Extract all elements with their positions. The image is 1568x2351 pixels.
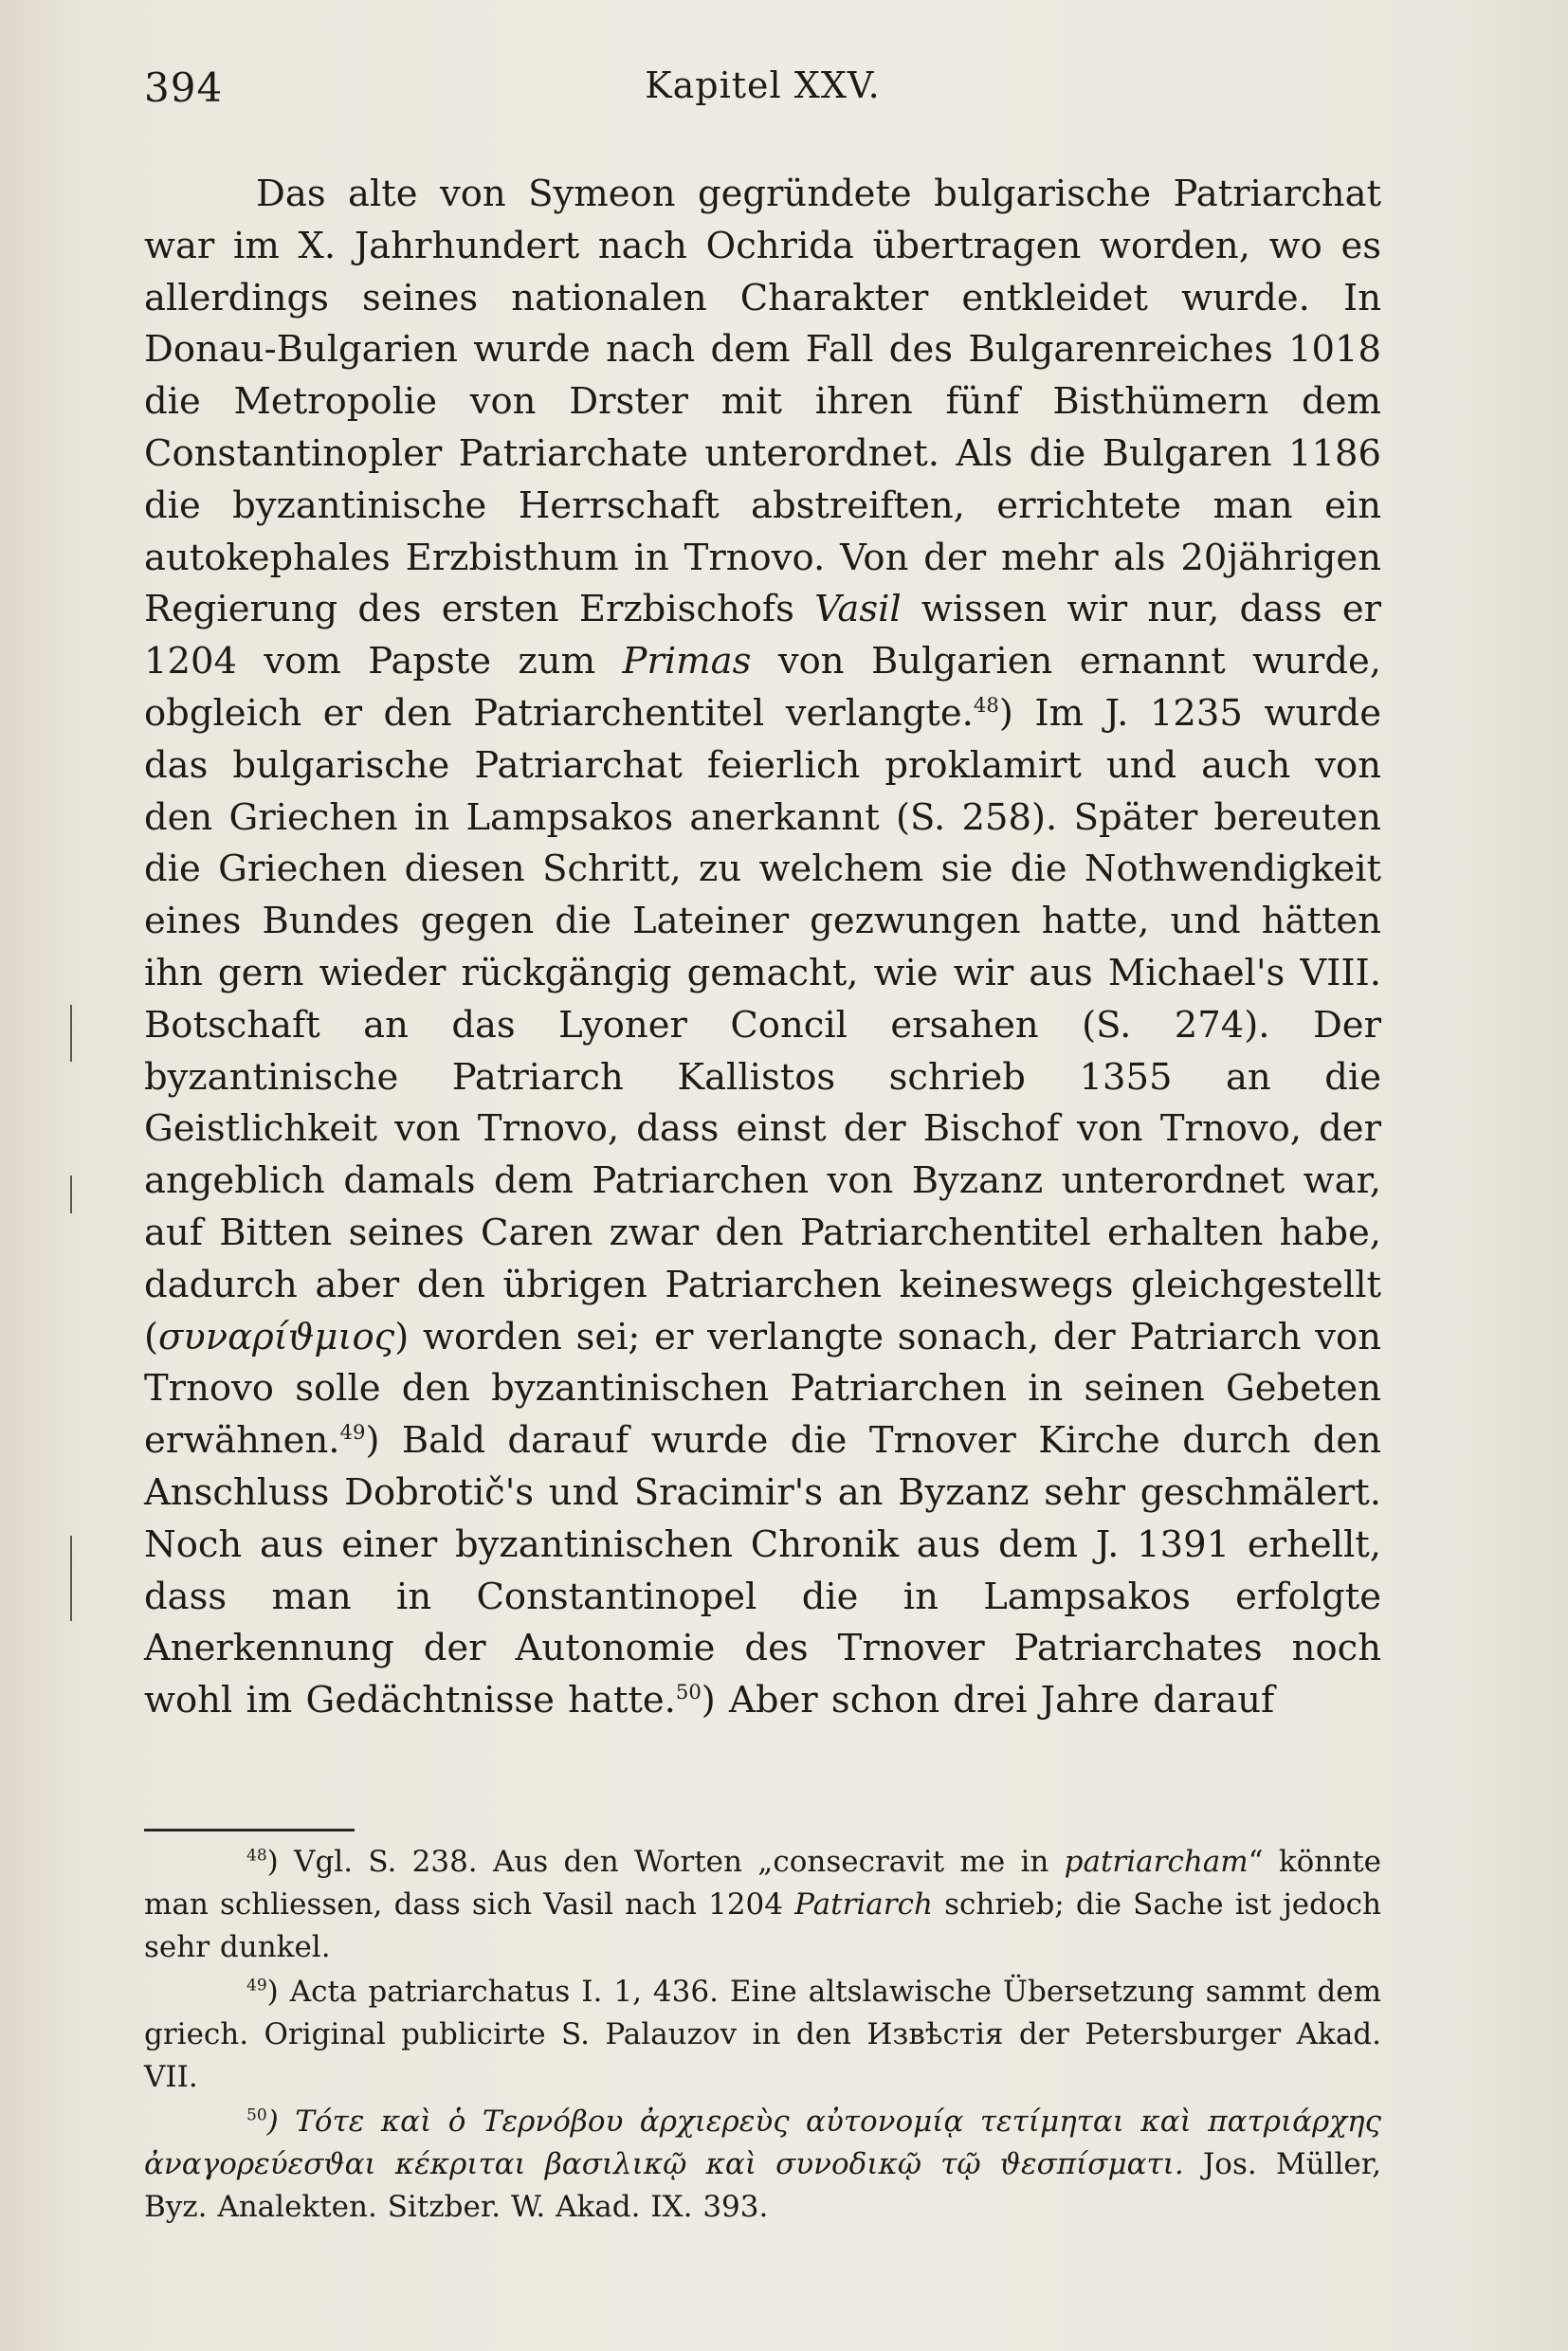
footnote-48-text-b: “ könnte man schliessen, dass sich Vasil nach 1204 [144,1845,1381,1922]
footnote-49 [144,1971,1381,2099]
footnote-number-48: 48 [246,1846,267,1866]
running-head [144,55,1381,121]
footnote-50 [144,2101,1381,2229]
footnote-number-49: 49 [246,1976,267,1996]
footnote-48-text-a: ) Vgl. S. 238. Aus den Worten „consecravit me in [266,1845,1065,1879]
margin-pencil-marks [66,967,78,1706]
margin-mark [70,1005,72,1062]
greek-word: συναρίϑμιος [158,1315,395,1358]
margin-mark [70,1536,72,1621]
footnote-48-italic-patriarch: Patriarch [794,1887,933,1922]
footnote-number-50: 50 [246,2105,267,2125]
margin-mark [70,1176,72,1213]
footnote-50-greek: ) Τότε καὶ ὁ Τερνόβου ἀρχιερεὺς αὐτονομίᾳ τετίμηται καὶ πατριάρχης ἀναγορεύεσϑαι κέκριται βασιλικῷ καὶ συνοδικῷ τῷ ϑεσπίσματι. [144,2105,1381,2181]
paragraph-text-7: ) Aber schon drei Jahre darauf [701,1679,1275,1722]
footnote-rule [144,1829,355,1832]
footnote-ref-50: 50 [675,1680,702,1704]
paragraph-text-1: Das alte von Symeon gegründete bulgarische Patriarchat war im X. Jahrhundert nach Ochrida übertragen worden, wo es allerdings seines nationalen Charakter entkleidet wurde. In Donau-Bulgarien wurde nach dem Fall des Bulgarenreiches 1018 die Metropolie von Drster mit ihren fünf Bisthümern dem Constantinopler Patriarchate unterordnet. Als die Bulgaren 1186 die byzantinische Herrschaft abstreiften, errichtete man ein autokephales Erzbisthum in Trnovo. Von der mehr als 20jährigen Regierung des ersten Erzbischofs [144,173,1381,631]
running-title: Kapitel XXV. [645,64,881,106]
italic-primas: Primas [622,640,752,683]
footnote-48 [144,1841,1381,1969]
page-number: 394 [144,64,224,111]
footnote-48-italic-patriarcham: patriarcham [1064,1845,1249,1879]
footnote-ref-49: 49 [339,1420,366,1445]
paragraph-text-5: ) worden sei; er verlangte sonach, der Patriarch von Trnovo solle den byzantinischen Patriarchen in seinen Gebeten erwähnen. [144,1315,1381,1463]
paragraph-text-6: ) Bald darauf wurde die Trnover Kirche durch den Anschluss Dobrotič's und Sracimir's an Byzanz sehr geschmälert. Noch aus einer byzantinischen Chronik aus dem J. 1391 erhellt, dass man in Constantinopel die in Lampsakos erfolgte Anerkennung der Autonomie des Trnover Patriarchates noch wohl im Gedächtnisse hatte. [144,1419,1381,1722]
footnote-49-text: ) Acta patriarchatus I. 1, 436. Eine altslawische Übersetzung sammt dem griech. Original publicirte S. Palauzov in den Извѣстія der Petersburger Akad. VII. [144,1975,1381,2094]
footnote-ref-48: 48 [973,693,999,718]
paragraph-text-3: von Bulgarien ernannt wurde, obgleich er den Patriarchentitel verlangte. [144,640,1381,735]
footnote-48-text-c: schrieb; die Sache ist jedoch sehr dunkel. [144,1887,1381,1964]
italic-vasil: Vasil [814,588,902,631]
footnote-50-text: Jos. Müller, Byz. Analekten. Sitzber. W. Akad. IX. 393. [144,2147,1381,2224]
main-paragraph [144,169,1381,1727]
paragraph-text-2: wissen wir nur, dass er 1204 vom Papste zum [144,588,1382,683]
footnotes [144,1841,1381,2231]
paragraph-text-4: ) Im J. 1235 wurde das bulgarische Patriarchat feierlich proklamirt und auch von den Griechen in Lampsakos anerkannt (S. 258). Später bereuten die Griechen diesen Schritt, zu welchem sie die Nothwendigkeit eines Bundes gegen die Lateiner gezwungen hatte, und hätten ihn gern wieder rückgängig gemacht, wie wir aus Michael's VIII. Botschaft an das Lyoner Concil ersahen (S. 274). Der byzantinische Patriarch Kallistos schrieb 1355 an die Geistlichkeit von Trnovo, dass einst der Bischof von Trnovo, der angeblich damals dem Patriarchen von Byzanz unterordnet war, auf Bitten seines Caren zwar den Patriarchentitel erhalten habe, dadurch aber den übrigen Patriarchen keineswegs gleichgestellt ( [144,691,1381,1358]
